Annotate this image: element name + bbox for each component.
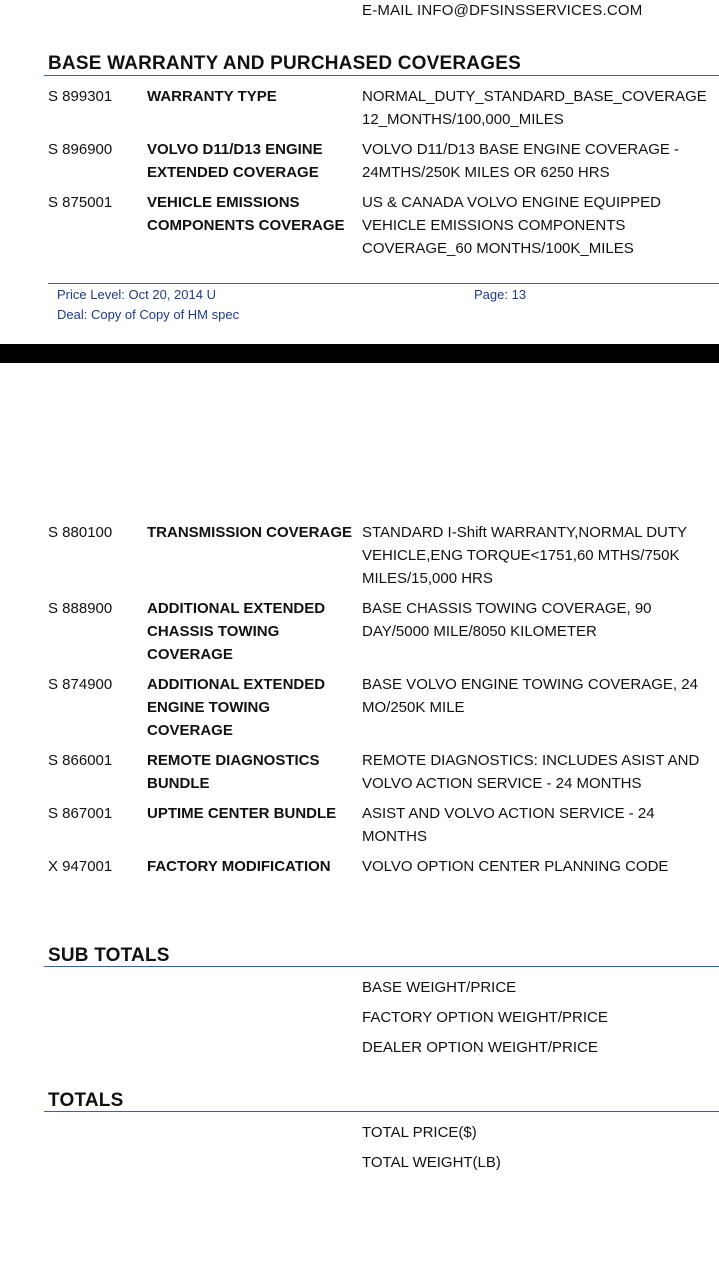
subtotal-item: BASE WEIGHT/PRICE xyxy=(362,979,517,996)
option-code: S 888900 xyxy=(48,600,113,617)
subtotal-item: FACTORY OPTION WEIGHT/PRICE xyxy=(362,1009,608,1026)
option-name: TRANSMISSION COVERAGE xyxy=(147,524,353,541)
total-item: TOTAL WEIGHT(LB) xyxy=(362,1154,501,1171)
section-title-totals: TOTALS xyxy=(48,1090,124,1111)
option-code: S 896900 xyxy=(48,141,113,158)
option-code: S 874900 xyxy=(48,676,113,693)
price-level: Price Level: Oct 20, 2014 U xyxy=(57,287,216,302)
total-item: TOTAL PRICE($) xyxy=(362,1124,477,1141)
option-name: WARRANTY TYPE xyxy=(147,88,277,105)
option-name: ADDITIONAL EXTENDED ENGINE TOWING COVERAGE xyxy=(147,676,326,739)
option-name: VOLVO D11/D13 ENGINE EXTENDED COVERAGE xyxy=(147,141,323,181)
section-divider xyxy=(44,1111,719,1112)
contact-email: E-MAIL INFO@DFSINSSERVICES.COM xyxy=(362,2,643,19)
deal-name: Deal: Copy of Copy of HM spec xyxy=(57,307,240,322)
option-description: VOLVO OPTION CENTER PLANNING CODE xyxy=(362,858,669,875)
option-code: S 866001 xyxy=(48,752,113,769)
option-name: ADDITIONAL EXTENDED CHASSIS TOWING COVERAGE xyxy=(147,600,326,663)
page-number: Page: 13 xyxy=(474,287,527,302)
option-description: NORMAL_DUTY_STANDARD_BASE_COVERAGE 12_MONTHS/100,000_MILES xyxy=(362,88,707,128)
option-code: S 867001 xyxy=(48,805,113,822)
option-name: VEHICLE EMISSIONS COMPONENTS COVERAGE xyxy=(147,194,345,234)
footer-divider xyxy=(48,283,719,284)
section-title-subtotals: SUB TOTALS xyxy=(48,945,170,966)
option-code: S 875001 xyxy=(48,194,113,211)
option-description: BASE CHASSIS TOWING COVERAGE, 90 DAY/5000 MILE/8050 KILOMETER xyxy=(362,600,652,640)
option-code: S 880100 xyxy=(48,524,113,541)
section-divider xyxy=(44,966,719,967)
option-description: US & CANADA VOLVO ENGINE EQUIPPED VEHICLE EMISSIONS COMPONENTS COVERAGE_60 MONTHS/100K_MILES xyxy=(362,194,661,257)
option-description: VOLVO D11/D13 BASE ENGINE COVERAGE - 24MTHS/250K MILES OR 6250 HRS xyxy=(362,141,680,181)
option-description: BASE VOLVO ENGINE TOWING COVERAGE, 24 MO/250K MILE xyxy=(362,676,698,716)
option-code: S 899301 xyxy=(48,88,113,105)
option-name: FACTORY MODIFICATION xyxy=(147,858,331,875)
option-code: X 947001 xyxy=(48,858,113,875)
section-divider xyxy=(44,75,719,76)
option-name: UPTIME CENTER BUNDLE xyxy=(147,805,337,822)
option-description: REMOTE DIAGNOSTICS: INCLUDES ASIST AND VOLVO ACTION SERVICE - 24 MONTHS xyxy=(362,752,700,792)
page-break-bar xyxy=(0,344,719,363)
option-name: REMOTE DIAGNOSTICS BUNDLE xyxy=(147,752,320,792)
option-description: ASIST AND VOLVO ACTION SERVICE - 24 MONTHS xyxy=(362,805,655,845)
subtotal-item: DEALER OPTION WEIGHT/PRICE xyxy=(362,1039,598,1056)
option-description: STANDARD I-Shift WARRANTY,NORMAL DUTY VEHICLE,ENG TORQUE<1751,60 MTHS/750K MILES/15,000 HRS xyxy=(362,524,688,587)
section-title-warranty: BASE WARRANTY AND PURCHASED COVERAGES xyxy=(48,53,521,74)
